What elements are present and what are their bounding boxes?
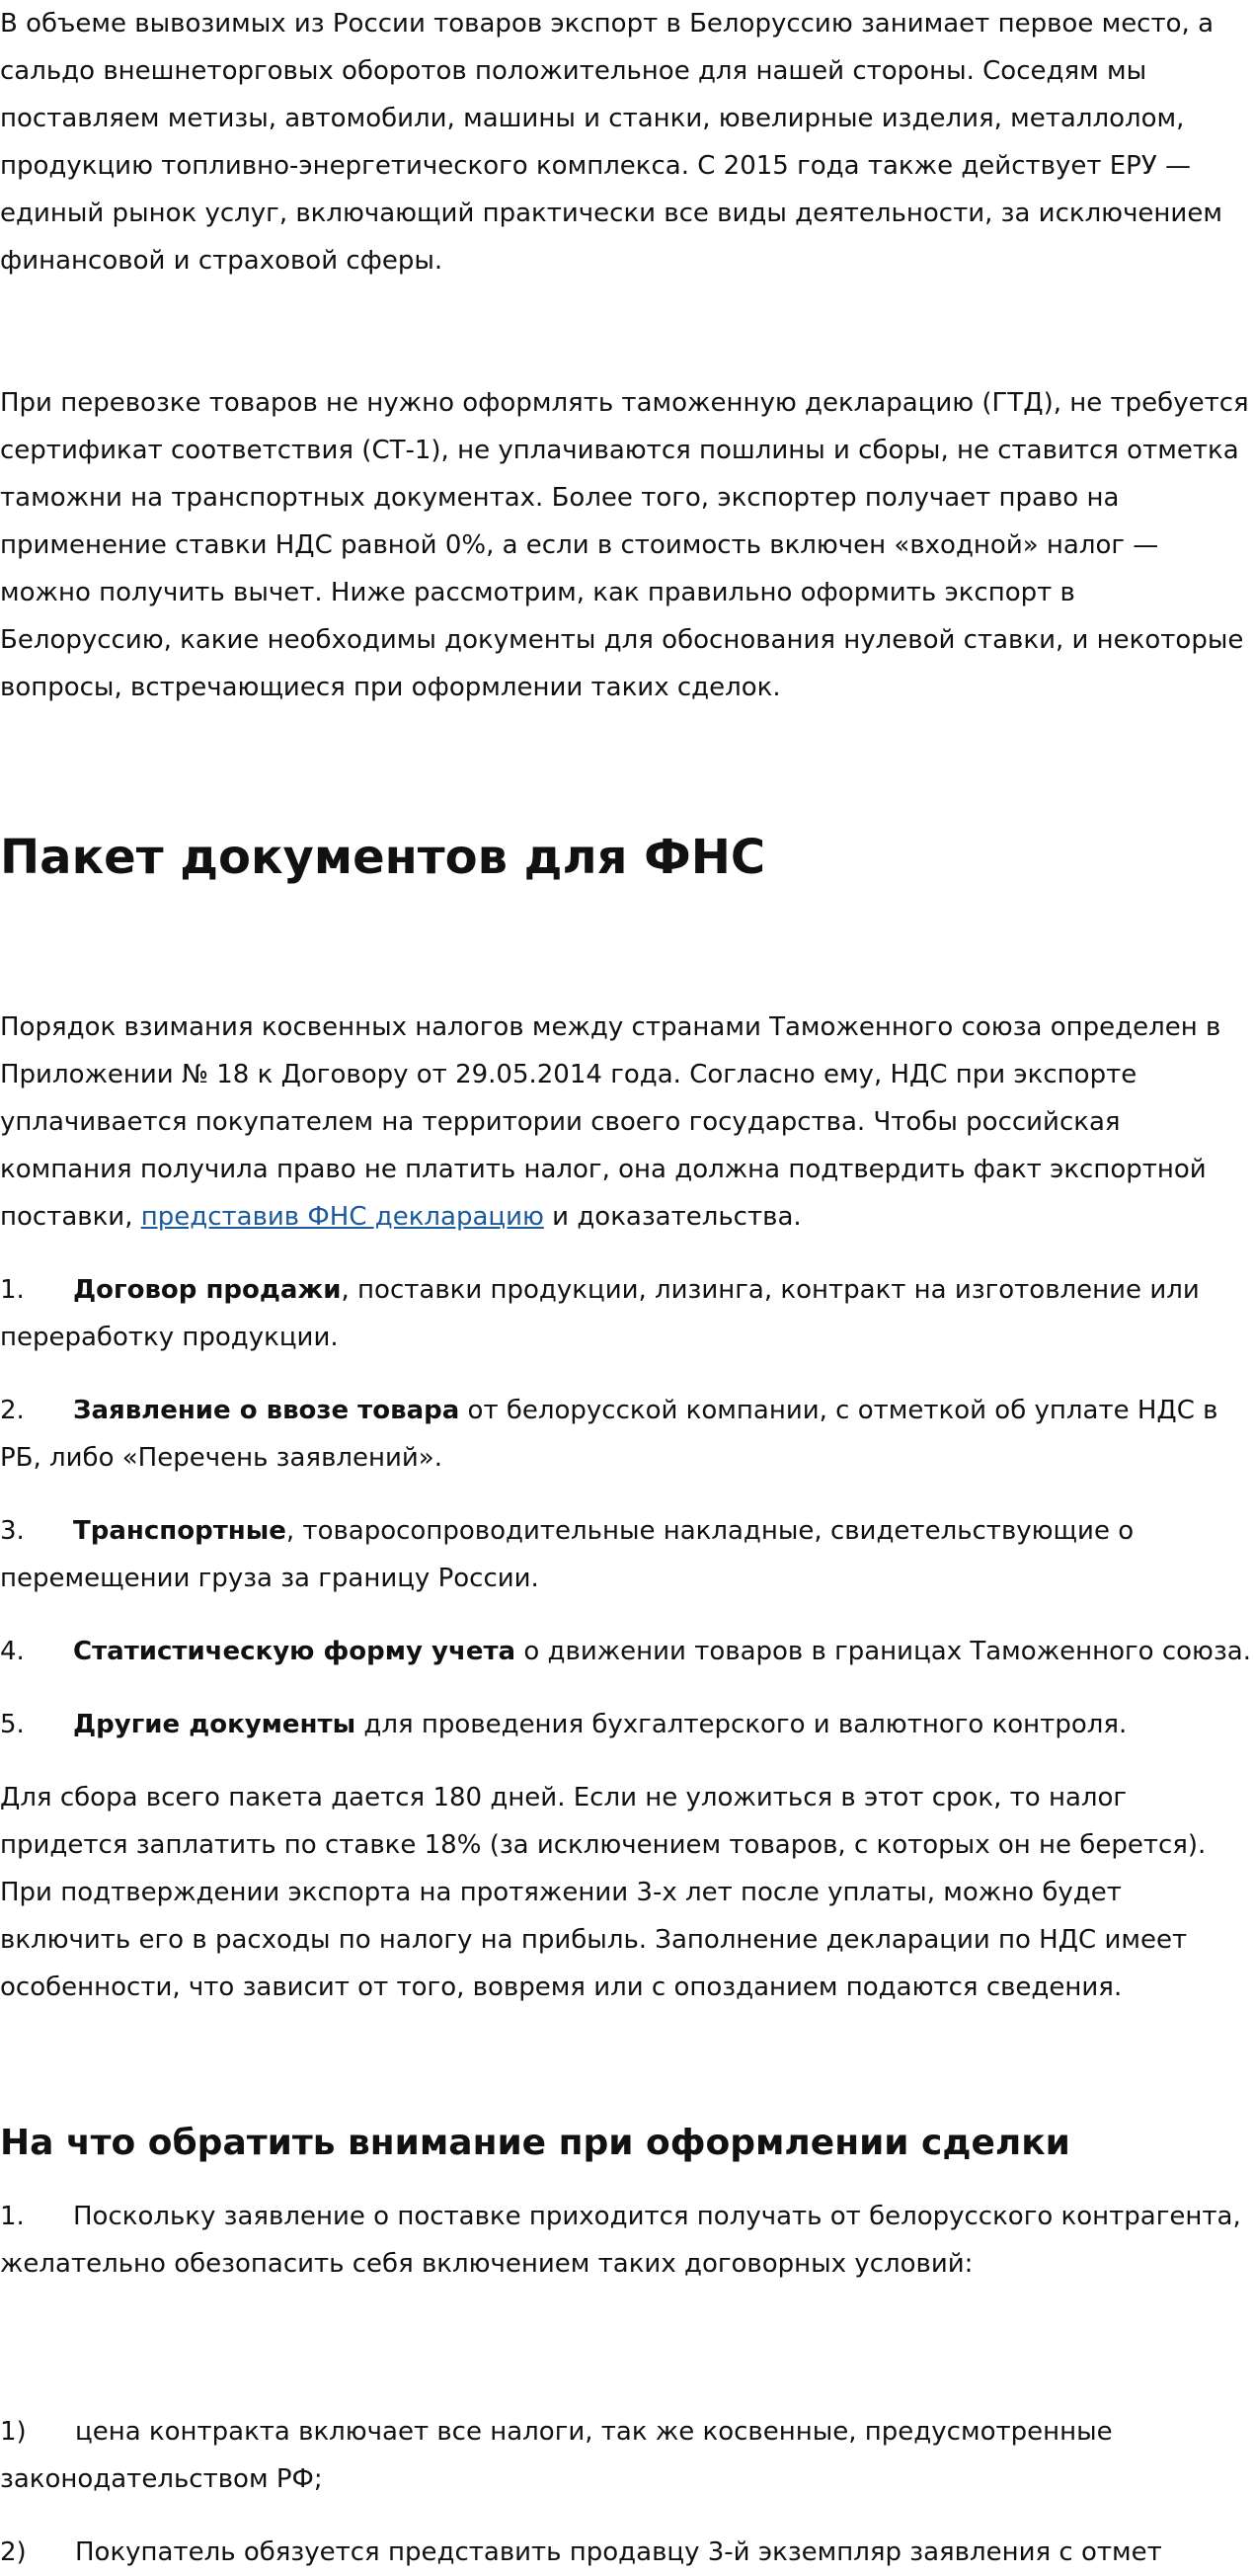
list-item-bold: Транспортные (73, 1516, 286, 1546)
collection-deadline-paragraph: Для сбора всего пакета дается 180 дней. Если не уложиться в этот срок, то налог придется заплатить по ставке 18% (за исключением товаров, с которых он не берется). При подтверждении экспорта на протяжении 3-х лет после уплаты, можно будет включить его в расходы по налогу на прибыль. Заполнение декларации по НДС имеет особенности, что зависит от того, вовремя или с опозданием подаются сведения. (0, 1783, 1207, 2002)
condition-number: 1) (0, 2417, 27, 2447)
condition-list-item (0, 2529, 1254, 2576)
deal-item-text: Поскольку заявление о поставке приходится получать от белорусского контрагента, желательно обезопасить себя включением таких договорных условий: (0, 2202, 1241, 2279)
list-number: 5. (0, 1710, 25, 1739)
condition-list-item (0, 2408, 1254, 2503)
condition-text: Покупатель обязуется представить продавцу 3-й экземпляр заявления с отмет (75, 2537, 1162, 2567)
document-list-item (0, 1507, 1254, 1602)
document-list-item (0, 1628, 1254, 1675)
document-list-item (0, 1266, 1254, 1361)
condition-text: цена контракта включает все налоги, так же косвенные, предусмотренные законодательством РФ; (0, 2417, 1113, 2494)
list-item-bold: Статистическую форму учета (73, 1637, 516, 1666)
tax-order-paragraph (0, 1004, 1254, 1241)
condition-number: 2) (0, 2537, 27, 2567)
list-number: 1. (0, 2202, 25, 2231)
list-number: 4. (0, 1637, 25, 1666)
declaration-link[interactable]: представив ФНС декларацию (140, 1202, 544, 1232)
section-heading-deal: На что обратить внимание при оформлении сделки (0, 2123, 1070, 2163)
document-list-item (0, 1701, 1254, 1748)
document-list-item (0, 1387, 1254, 1482)
list-item-text: для проведения бухгалтерского и валютного контроля. (355, 1710, 1128, 1739)
list-item-text: , поставки продукции, лизинга, контракт на изготовление или переработку продукции. (0, 1275, 1200, 1352)
list-item-bold: Другие документы (73, 1710, 356, 1739)
list-item-text: , товаросопроводительные накладные, свидетельствующие о перемещении груза за границу России. (0, 1516, 1135, 1593)
list-number: 2. (0, 1396, 25, 1425)
intro-paragraph-2: При перевозке товаров не нужно оформлять таможенную декларацию (ГТД), не требуется сертификат соответствия (СТ-1), не уплачиваются пошлины и сборы, не ставится отметка таможни на транспортных документах. Более того, экспортер получает право на применение ставки НДС равной 0%, а если в стоимость включен «входной» налог — можно получить вычет. Ниже рассмотрим, как правильно оформить экспорт в Белоруссию, какие необходимы документы для обоснования нулевой ставки, и некоторые вопросы, встречающиеся при оформлении таких сделок. (0, 388, 1249, 702)
list-number: 1. (0, 1275, 25, 1305)
list-number: 3. (0, 1516, 25, 1546)
tax-order-text-before: Порядок взимания косвенных налогов между странами Таможенного союза определен в Приложении № 18 к Договору от 29.05.2014 года. Согласно ему, НДС при экспорте уплачивается покупателем на территории своего государства. Чтобы российская компания получила право не платить налог, она должна подтвердить факт экспортной поставки, (0, 1012, 1221, 1232)
list-item-text: о движении товаров в границах Таможенного союза. (515, 1637, 1251, 1666)
section-heading-documents: Пакет документов для ФНС (0, 830, 766, 885)
intro-paragraph-1: В объеме вывозимых из России товаров экспорт в Белоруссию занимает первое место, а сальдо внешнеторговых оборотов положительное для нашей стороны. Соседям мы поставляем метизы, автомобили, машины и станки, ювелирные изделия, металлолом, продукцию топливно-энергетического комплекса. С 2015 года также действует ЕРУ — единый рынок услуг, включающий практически все виды деятельности, за исключением финансовой и страховой сферы. (0, 9, 1222, 276)
tax-order-text-after: и доказательства. (543, 1202, 802, 1232)
list-item-bold: Договор продажи (73, 1275, 342, 1305)
deal-list-item (0, 2193, 1254, 2288)
list-item-bold: Заявление о ввозе товара (73, 1396, 460, 1425)
list-item-text: от белорусской компании, с отметкой об уплате НДС в РБ, либо «Перечень заявлений». (0, 1396, 1218, 1473)
